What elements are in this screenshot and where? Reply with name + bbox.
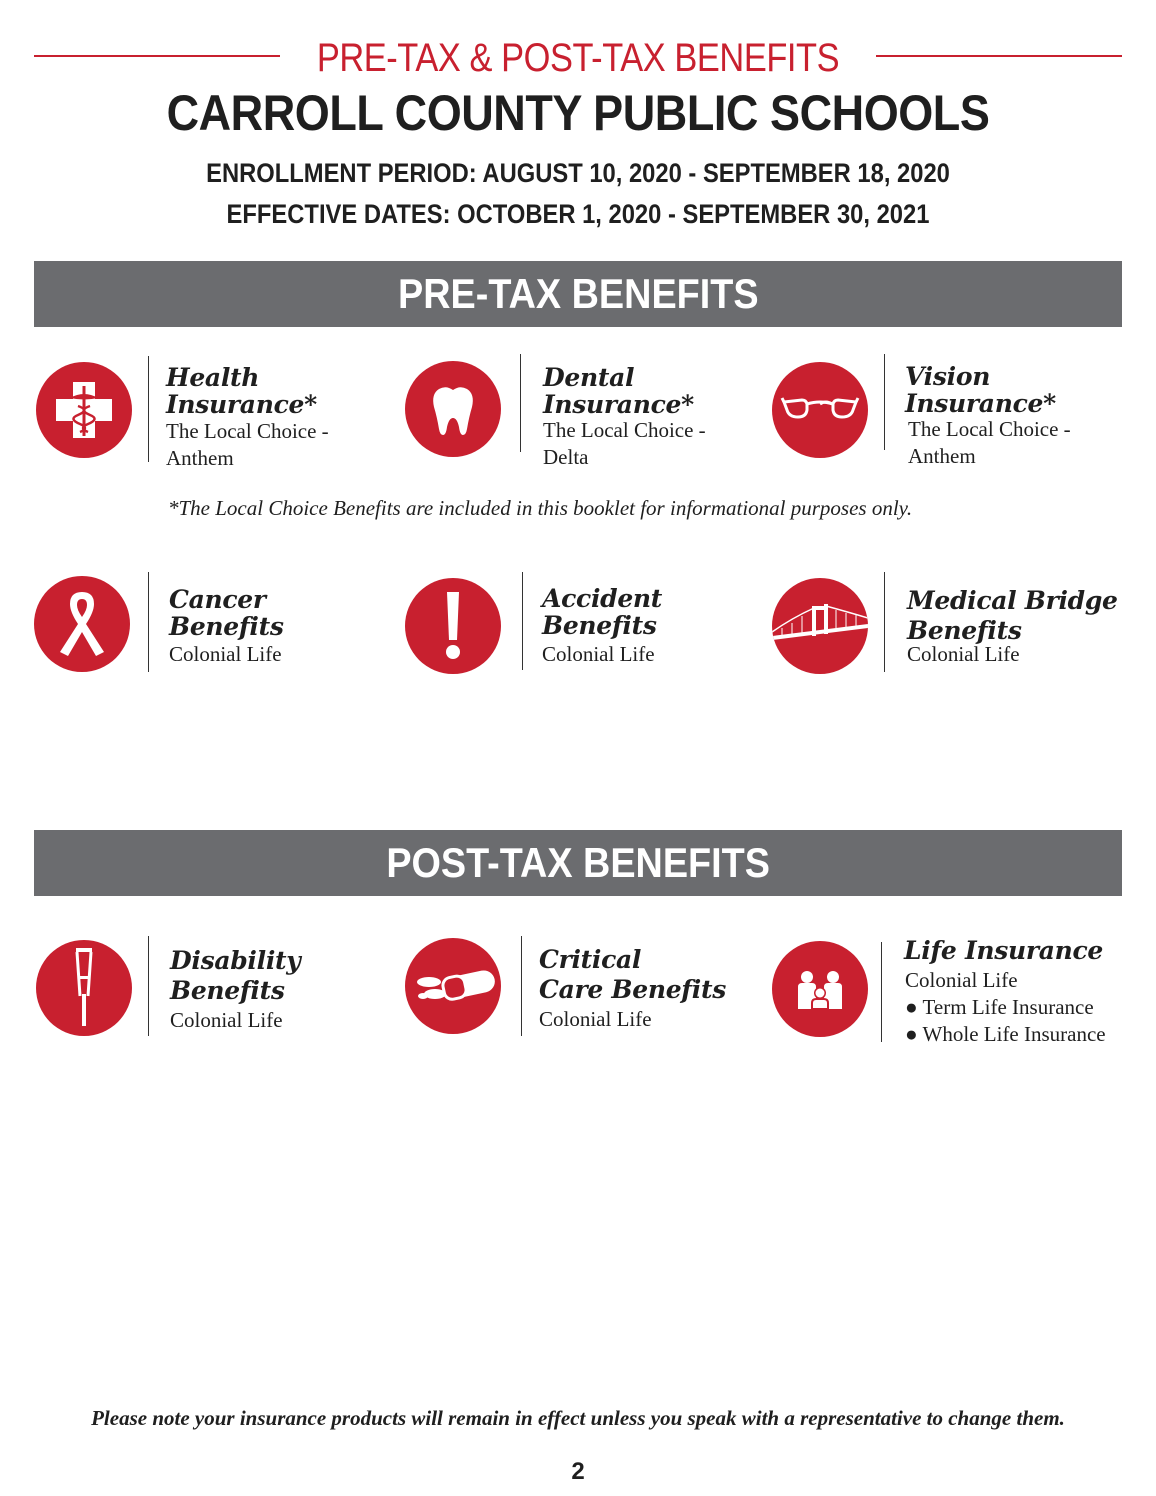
disability-benefits-provider: Colonial Life bbox=[170, 1008, 283, 1032]
local-choice-note: *The Local Choice Benefits are included in this booklet for informational purposes only. bbox=[168, 496, 913, 520]
pills-icon bbox=[405, 938, 501, 1034]
divider bbox=[148, 936, 149, 1036]
medical-cross-icon bbox=[36, 362, 132, 458]
divider bbox=[884, 354, 885, 450]
medical-bridge-benefits-title: Medical Bridge Benefits bbox=[907, 586, 1118, 645]
eyeglasses-icon bbox=[772, 362, 868, 458]
vision-insurance-provider: The Local Choice - Anthem bbox=[908, 417, 1071, 468]
pretax-heading-band bbox=[34, 261, 1122, 327]
family-icon bbox=[772, 941, 868, 1037]
enrollment-period: ENROLLMENT PERIOD: AUGUST 10, 2020 - SEPTEMBER 18, 2020 bbox=[206, 158, 950, 188]
disability-benefits-title: Disability Benefits bbox=[170, 946, 301, 1005]
page-kicker: PRE-TAX & POST-TAX BENEFITS bbox=[316, 36, 840, 80]
bridge-icon bbox=[772, 578, 868, 674]
divider bbox=[881, 942, 882, 1042]
posttax-heading-band bbox=[34, 830, 1122, 896]
tooth-icon bbox=[405, 361, 501, 457]
page-number: 2 bbox=[571, 1458, 585, 1485]
divider bbox=[148, 356, 149, 462]
critical-care-benefits-title: Critical Care Benefits bbox=[539, 945, 726, 1004]
vision-insurance-title: Vision Insurance* bbox=[905, 362, 1056, 418]
effective-dates: EFFECTIVE DATES: OCTOBER 1, 2020 - SEPTEMBER 30, 2021 bbox=[226, 199, 930, 229]
ribbon-icon bbox=[34, 576, 130, 672]
life-insurance-title: Life Insurance bbox=[904, 936, 1104, 965]
footer-note: Please note your insurance products will remain in effect unless you speak with a representative to change them. bbox=[91, 1406, 1065, 1430]
list-item: ● Whole Life Insurance bbox=[905, 1022, 1106, 1046]
dental-insurance-title: Dental Insurance* bbox=[543, 363, 694, 419]
accident-benefits-provider: Colonial Life bbox=[542, 642, 655, 666]
page-title: CARROLL COUNTY PUBLIC SCHOOLS bbox=[166, 85, 990, 141]
cancer-benefits-title: Cancer Benefits bbox=[169, 585, 284, 641]
cancer-benefits-provider: Colonial Life bbox=[169, 642, 282, 666]
divider bbox=[520, 354, 521, 452]
medical-bridge-benefits-provider: Colonial Life bbox=[907, 642, 1020, 666]
divider bbox=[522, 572, 523, 670]
list-item: ● Term Life Insurance bbox=[905, 995, 1094, 1019]
health-insurance-title: Health Insurance* bbox=[166, 363, 317, 419]
pretax-heading: PRE-TAX BENEFITS bbox=[397, 270, 759, 317]
dental-insurance-provider: The Local Choice - Delta bbox=[543, 418, 706, 469]
health-insurance-provider: The Local Choice - Anthem bbox=[166, 419, 329, 470]
divider bbox=[521, 936, 522, 1036]
divider bbox=[148, 572, 149, 672]
exclamation-icon bbox=[405, 578, 501, 674]
divider bbox=[884, 572, 885, 672]
posttax-heading: POST-TAX BENEFITS bbox=[386, 839, 770, 886]
critical-care-benefits-provider: Colonial Life bbox=[539, 1007, 652, 1031]
accident-benefits-title: Accident Benefits bbox=[542, 584, 663, 640]
crutch-icon bbox=[36, 940, 132, 1036]
life-insurance-provider: Colonial Life ● Term Life Insurance ● Whole Life Insurance bbox=[905, 968, 1106, 1046]
